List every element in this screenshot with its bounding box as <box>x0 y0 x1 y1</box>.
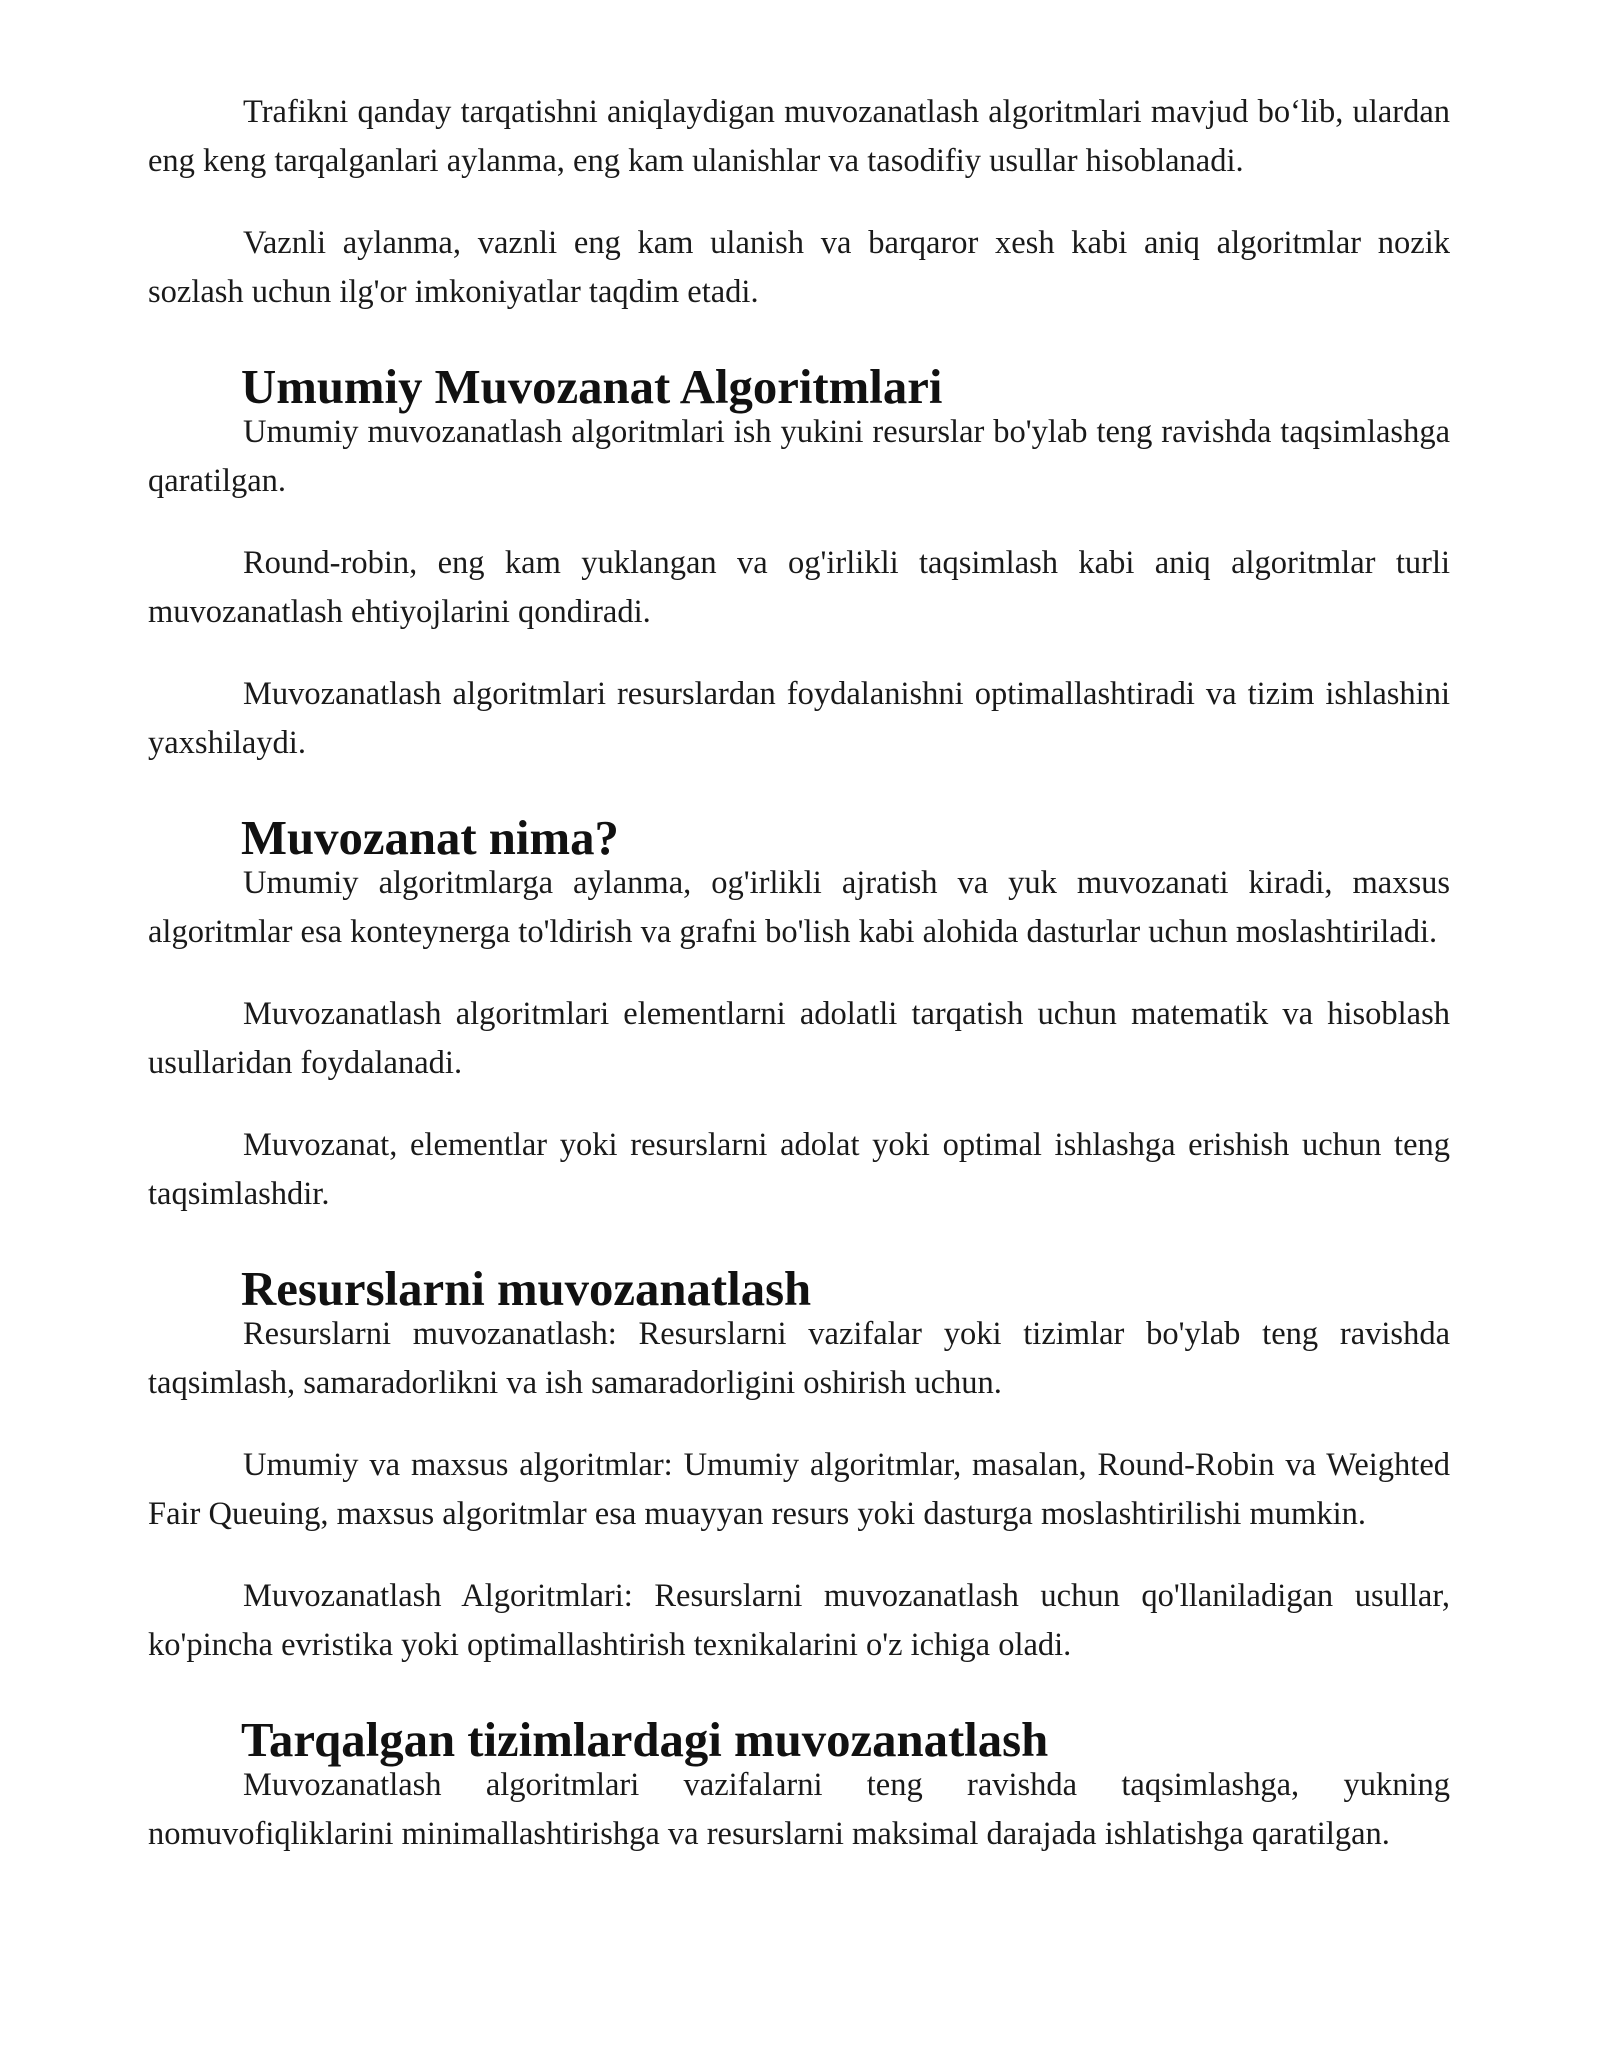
paragraph: Muvozanat, elementlar yoki resurslarni adolat yoki optimal ishlashga erishish uchun teng taqsimlashdir. <box>148 1127 1450 1212</box>
section-heading: Umumiy Muvozanat Algoritmlari <box>241 360 943 414</box>
paragraph: Muvozanatlash Algoritmlari: Resurslarni muvozanatlash uchun qo'llaniladigan usullar, ko'pincha evristika yoki optimallashtirish texnikalarini o'z ichiga oladi. <box>148 1578 1450 1663</box>
document-page <box>148 88 1450 1892</box>
paragraph: Muvozanatlash algoritmlari elementlarni adolatli tarqatish uchun matematik va hisoblash usullaridan foydalanadi. <box>148 996 1450 1081</box>
paragraph: Vaznli aylanma, vaznli eng kam ulanish va barqaror xesh kabi aniq algoritmlar nozik sozlash uchun ilg'or imkoniyatlar taqdim etadi. <box>148 225 1450 310</box>
paragraph: Muvozanatlash algoritmlari resurslardan foydalanishni optimallashtiradi va tizim ishlashini yaxshilaydi. <box>148 676 1450 761</box>
section-heading: Tarqalgan tizimlardagi muvozanatlash <box>241 1713 1049 1767</box>
paragraph: Resurslarni muvozanatlash: Resurslarni vazifalar yoki tizimlar bo'ylab teng ravishda taqsimlash, samaradorlikni va ish samaradorligini oshirish uchun. <box>148 1316 1450 1401</box>
paragraph: Umumiy va maxsus algoritmlar: Umumiy algoritmlar, masalan, Round-Robin va Weighted Fair Queuing, maxsus algoritmlar esa muayyan resurs yoki dasturga moslashtirilishi mumkin. <box>148 1447 1450 1532</box>
paragraph: Trafikni qanday tarqatishni aniqlaydigan muvozanatlash algoritmlari mavjud bo‘lib, ulardan eng keng tarqalganlari aylanma, eng kam ulanishlar va tasodifiy usullar hisoblanadi. <box>148 94 1450 179</box>
paragraph: Umumiy muvozanatlash algoritmlari ish yukini resurslar bo'ylab teng ravishda taqsimlashga qaratilgan. <box>148 414 1450 499</box>
paragraph: Umumiy algoritmlarga aylanma, og'irlikli ajratish va yuk muvozanati kiradi, maxsus algoritmlar esa konteynerga to'ldirish va grafni bo'lish kabi alohida dasturlar uchun moslashtiriladi. <box>148 865 1450 950</box>
paragraph: Muvozanatlash algoritmlari vazifalarni teng ravishda taqsimlashga, yukning nomuvofiqliklarini minimallashtirishga va resurslarni maksimal darajada ishlatishga qaratilgan. <box>148 1767 1450 1852</box>
section-heading: Muvozanat nima? <box>241 811 619 865</box>
section-heading: Resurslarni muvozanatlash <box>241 1262 812 1316</box>
paragraph: Round-robin, eng kam yuklangan va og'irlikli taqsimlash kabi aniq algoritmlar turli muvozanatlash ehtiyojlarini qondiradi. <box>148 545 1450 630</box>
